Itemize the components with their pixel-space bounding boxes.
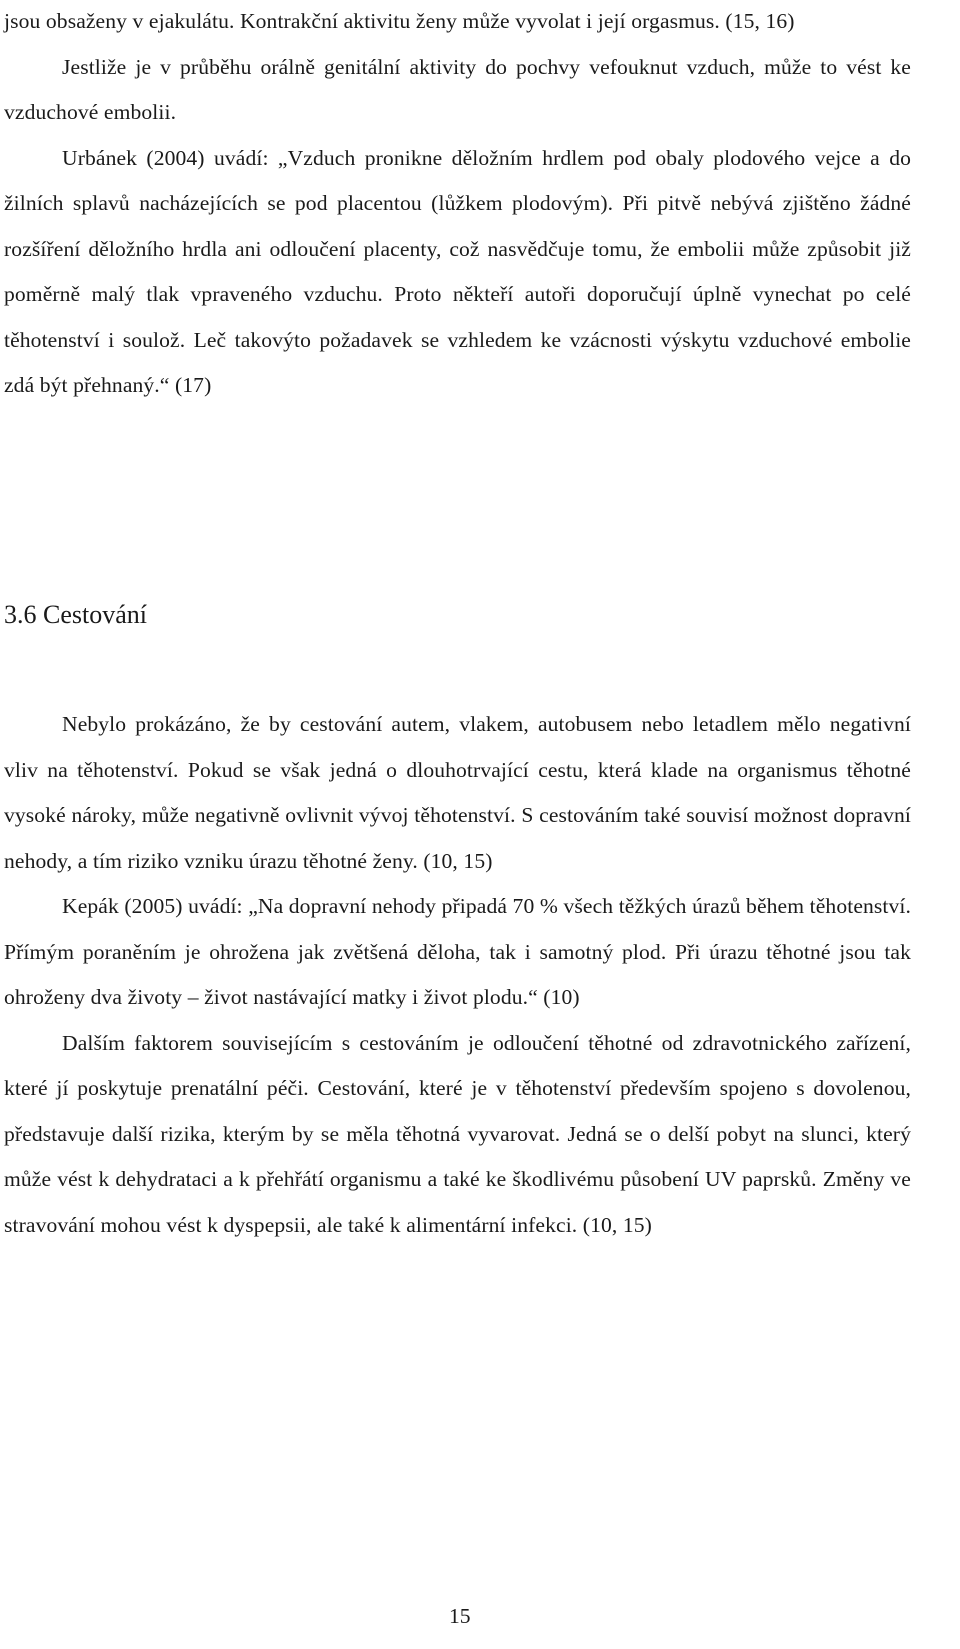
page-number: 15 (449, 1604, 471, 1628)
section-body (4, 702, 911, 1248)
top-text-block (4, 0, 911, 409)
paragraph-travel-risks: Dalším faktorem souvisejícím s cestováním je odloučení těhotné od zdravotnického zařízení, které jí poskytuje prenatální péči. Cestování, které je v těhotenství především spojeno s dovolenou, představuje další rizika, kterým by se měla těhotná vyvarovat. Jedná se o delší pobyt na slunci, který může vést k dehydrataci a k přehřátí organismu a také ke škodlivému působení UV paprsků. Změny ve stravování mohou vést k dyspepsii, ale také k alimentární infekci. (10, 15) (4, 1030, 911, 1237)
paragraph-continuation: jsou obsaženy v ejakulátu. Kontrakční aktivitu ženy může vyvolat i její orgasmus. (15, 16) (4, 9, 795, 33)
paragraph-air-embolism: Jestliže je v průběhu orálně genitální aktivity do pochvy vefouknut vzduch, může to vést ke vzduchové embolii. (4, 54, 911, 124)
section-heading: 3.6 Cestování (4, 600, 147, 629)
paragraph-travel-intro: Nebylo prokázáno, že by cestování autem, vlakem, autobusem nebo letadlem mělo negativní vliv na těhotenství. Pokud se však jedná o dlouhotrvající cestu, která klade na organismus těhotné vysoké nároky, může negativně ovlivnit vývoj těhotenství. S cestováním také souvisí možnost dopravní nehody, a tím riziko vzniku úrazu těhotné ženy. (10, 15) (4, 712, 911, 873)
paragraph-kepak-quote: Kepák (2005) uvádí: „Na dopravní nehody připadá 70 % všech těžkých úrazů během těhotenství. Přímým poraněním je ohrožena jak zvětšená děloha, tak i samotný plod. Při úrazu těhotné jsou tak ohroženy dva životy – život nastávající matky i život plodu.“ (10) (4, 894, 911, 1009)
paragraph-urbanek-quote: Urbánek (2004) uvádí: „Vzduch pronikne děložním hrdlem pod obaly plodového vejce a do žilních splavů nacházejících se pod placentou (lůžkem plodovým). Při pitvě nebývá zjištěno žádné rozšíření děložního hrdla ani odloučení placenty, což nasvědčuje tomu, že embolii může způsobit již poměrně malý tlak vpraveného vzduchu. Proto někteří autoři doporučují úplně vynechat po celé těhotenství i soulož. Leč takovýto požadavek se vzhledem ke vzácnosti výskytu vzduchové embolie zdá být přehnaný.“ (17) (4, 145, 911, 397)
